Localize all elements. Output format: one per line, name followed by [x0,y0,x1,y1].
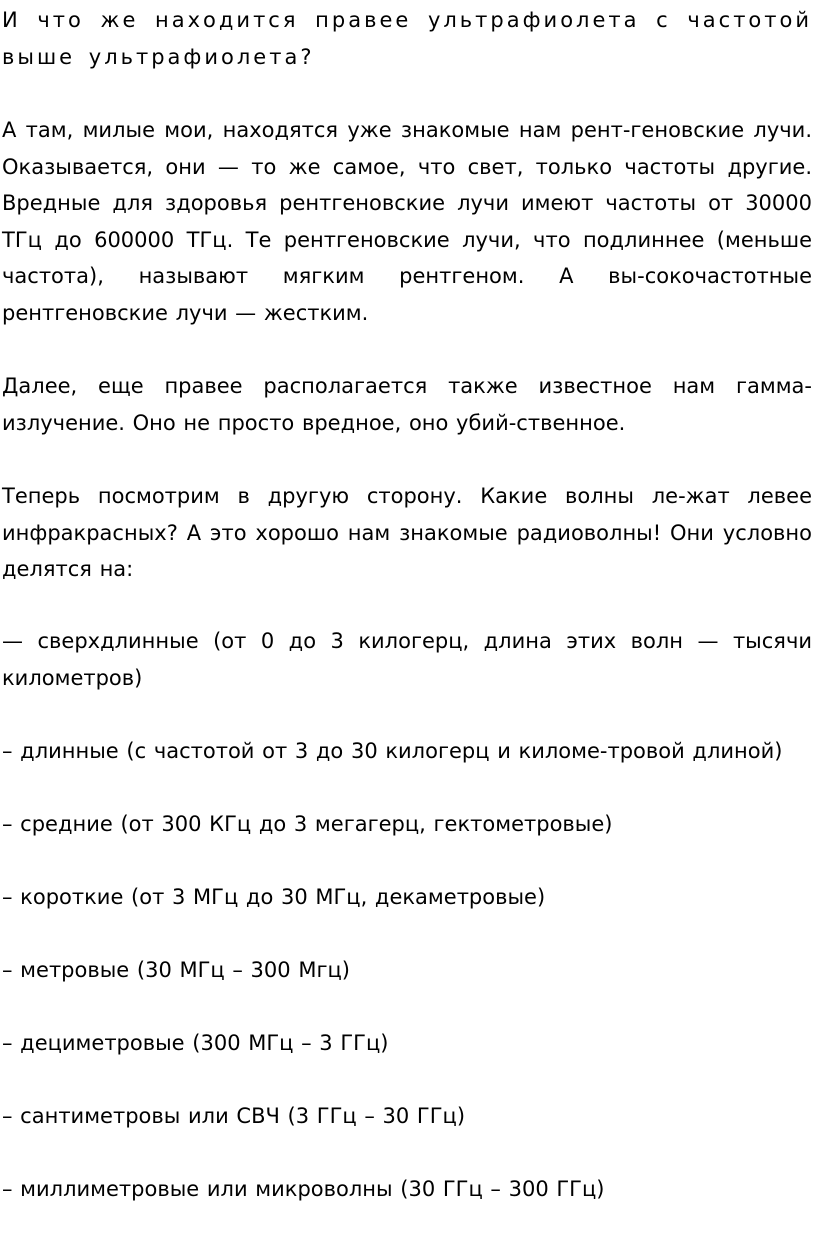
gamma-paragraph: Далее, еще правее располагается также известное нам гамма-излучение. Оно не просто вредное, оно убий-ственное. [2,374,812,435]
list-item-long: – длинные (с частотой от 3 до 30 килогерц и киломе-тровой длиной) [2,739,783,763]
xray-paragraph: А там, милые мои, находятся уже знакомые нам рент-геновские лучи. Оказывается, они — то же самое, что свет, только частоты другие. Вредные для здоровья рентгеновские лучи имеют частоты от 30000 ТГц до 600000 ТГц. Те рентгеновские лучи, что подлиннее (меньше частота), называют мягким рентгеном. А вы-сокочастотные рентгеновские лучи — жестким. [2,118,812,325]
list-item-superlong: — сверхдлинные (от 0 до 3 килогерц, длина этих волн — тысячи километров) [2,629,812,690]
radio-intro-paragraph: Теперь посмотрим в другую сторону. Какие волны ле-жат левее инфракрасных? А это хорошо нам знакомые радиоволны! Они условно делятся на: [2,484,812,581]
list-item-medium: – средние (от 300 КГц до 3 мегагерц, гектометровые) [2,812,613,836]
question-paragraph: И что же находится правее ультрафиолета с частотой выше ультрафиолета? [2,8,812,69]
list-item-centimeter: – сантиметровы или СВЧ (3 ГГц – 30 ГГц) [2,1104,466,1128]
list-item-short: – короткие (от 3 МГц до 30 МГц, декаметровые) [2,885,546,909]
list-item-millimeter: – миллиметровые или микроволны (30 ГГц – 300 ГГц) [2,1177,605,1201]
list-item-decimeter: – дециметровые (300 МГц – 3 ГГц) [2,1031,389,1055]
list-item-meter: – метровые (30 МГц – 300 Мгц) [2,958,350,982]
